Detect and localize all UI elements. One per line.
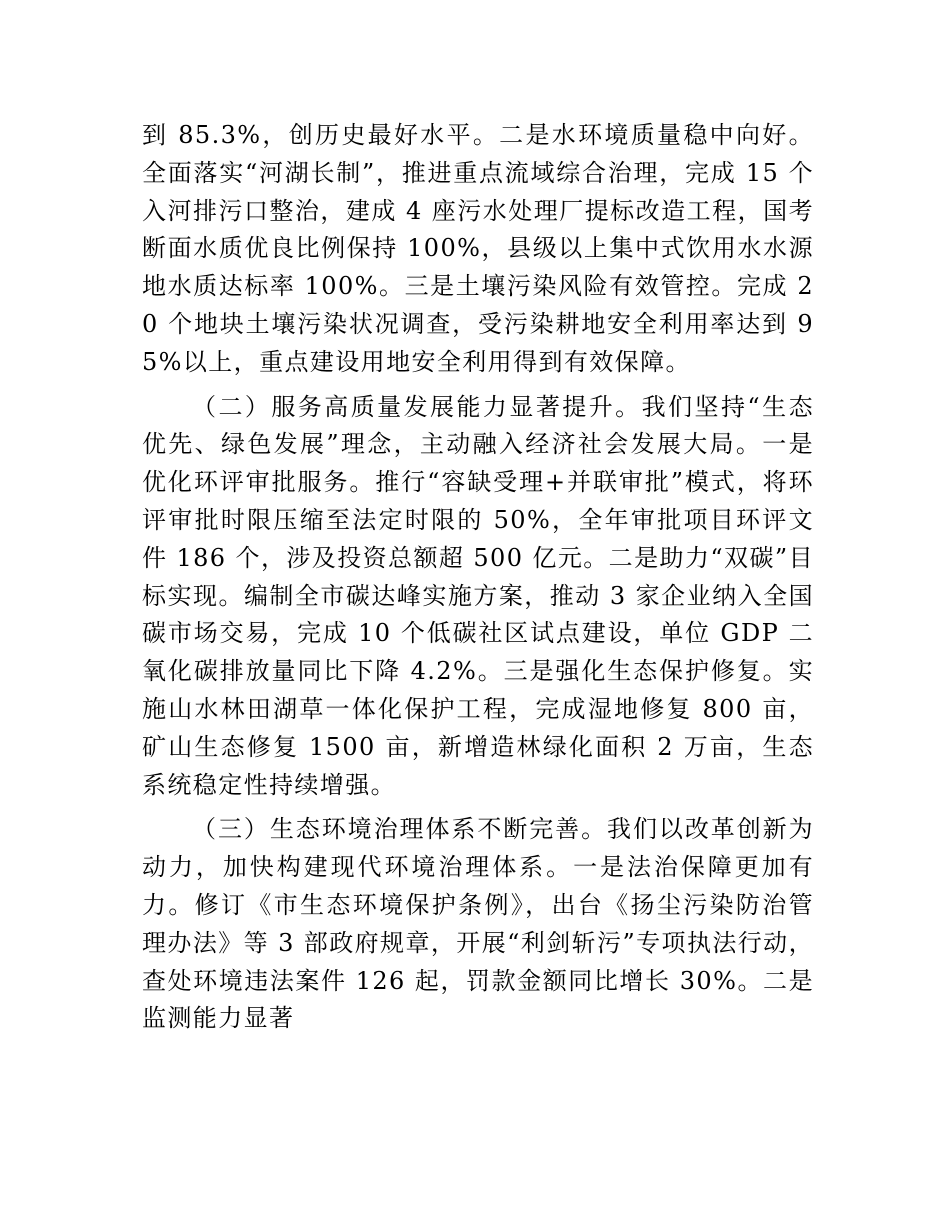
document-body: [142, 117, 814, 1038]
paragraph-section-3: （三）生态环境治理体系不断完善。我们以改革创新为动力，加快构建现代环境治理体系。一是法治保障更加有力。修订《市生态环境保护条例》，出台《扬尘污染防治管理办法》等 3 部政府规章，开展“利剑斩污”专项执法行动，查处环境违法案件 126 起，罚款金额同比增长 30%。二是监测能力显著: [142, 815, 814, 1033]
paragraph-continuation: 到 85.3%，创历史最好水平。二是水环境质量稳中向好。全面落实“河湖长制”，推进重点流域综合治理，完成 15 个入河排污口整治，建成 4 座污水处理厂提标改造工程，国考断面水质优良比例保持 100%，县级以上集中式饮用水水源地水质达标率 100%。三是土壤污染风险有效管控。完成 20 个地块土壤污染状况调查，受污染耕地安全利用率达到 95%以上，重点建设用地安全利用得到有效保障。: [142, 121, 814, 376]
paragraph-section-2: （二）服务高质量发展能力显著提升。我们坚持“生态优先、绿色发展”理念，主动融入经济社会发展大局。一是优化环评审批服务。推行“容缺受理+并联审批”模式，将环评审批时限压缩至法定时限的 50%，全年审批项目环评文件 186 个，涉及投资总额超 500 亿元。二是助力“双碳”目标实现。编制全市碳达峰实施方案，推动 3 家企业纳入全国碳市场交易，完成 10 个低碳社区试点建设，单位 GDP 二氧化碳排放量同比下降 4.2%。三是强化生态保护修复。实施山水林田湖草一体化保护工程，完成湿地修复 800 亩，矿山生态修复 1500 亩，新增造林绿化面积 2 万亩，生态系统稳定性持续增强。: [142, 392, 814, 799]
